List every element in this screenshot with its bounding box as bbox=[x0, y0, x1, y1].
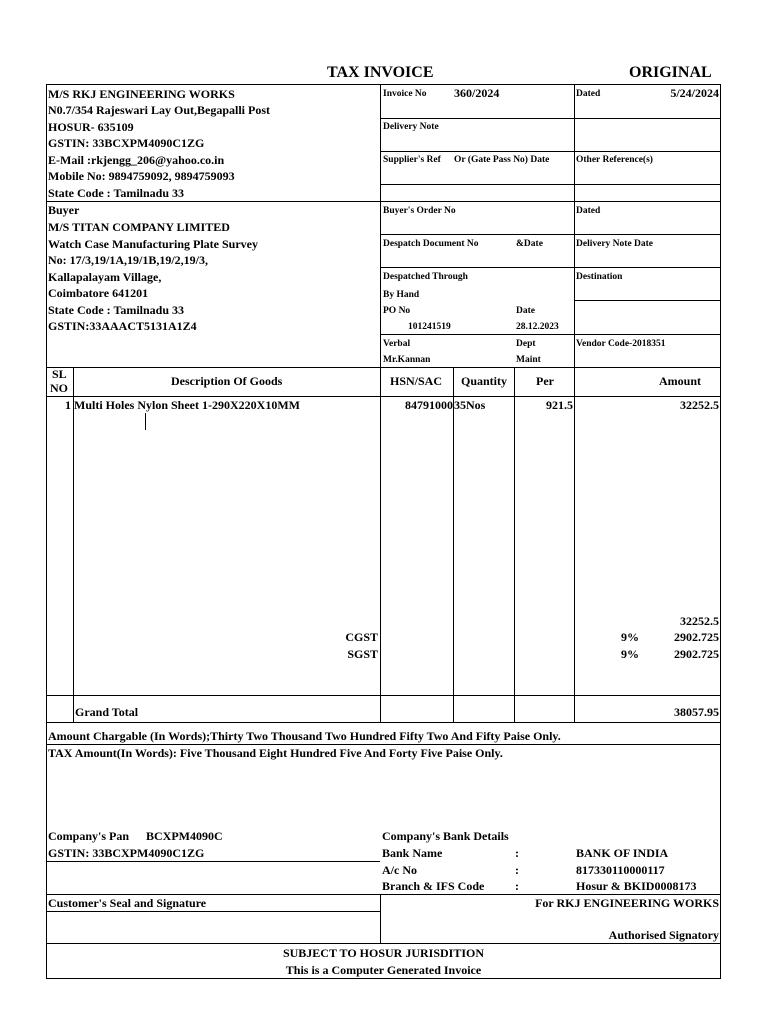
header-quantity: Quantity bbox=[461, 374, 508, 388]
jurisdiction-note: SUBJECT TO HOSUR JURISDITION bbox=[282, 946, 485, 960]
header-amount: Amount bbox=[659, 374, 702, 388]
bank-name-label: Bank Name bbox=[382, 846, 443, 860]
po-no-value: 101241519 bbox=[408, 322, 451, 332]
po-date-value: 28.12.2023 bbox=[516, 322, 559, 332]
buyer-address-4: Coimbatore 641201 bbox=[48, 286, 149, 300]
header-per: Per bbox=[536, 374, 554, 388]
company-pan-value: BCXPM4090C bbox=[146, 829, 223, 843]
bank-ac-colon: : bbox=[515, 863, 519, 877]
invoice-no-label: Invoice No bbox=[383, 89, 427, 99]
meta-row-line bbox=[380, 151, 721, 152]
meta-left-line bbox=[380, 84, 381, 367]
grand-total-label: Grand Total bbox=[75, 705, 139, 719]
pan-divider bbox=[46, 861, 380, 862]
buyer-address-2: No: 17/3,19/1A,19/1B,19/2,19/3, bbox=[48, 253, 209, 267]
po-no-label: PO No bbox=[383, 306, 411, 316]
meta-row-line bbox=[574, 300, 721, 301]
bank-name-colon: : bbox=[515, 846, 519, 860]
seller-state: State Code : Tamilnadu 33 bbox=[48, 186, 185, 200]
invoice-title: TAX INVOICE bbox=[327, 64, 434, 81]
table-col-line bbox=[574, 367, 575, 722]
suppliers-ref-label: Supplier's Ref bbox=[383, 155, 441, 165]
verbal-label: Verbal bbox=[383, 339, 411, 349]
meta-row-line bbox=[380, 201, 721, 202]
row-amount: 32252.5 bbox=[680, 398, 719, 412]
row-quantity: 35Nos bbox=[454, 398, 486, 412]
vendor-code: Vendor Code-2018351 bbox=[576, 339, 666, 349]
despatched-through-value: By Hand bbox=[383, 290, 420, 300]
border-bottom bbox=[46, 978, 721, 979]
buyer-name: M/S TITAN COMPANY LIMITED bbox=[48, 220, 230, 234]
cgst-label: CGST bbox=[345, 630, 378, 644]
header-hsn: HSN/SAC bbox=[390, 374, 443, 388]
buyer-gstin: GSTIN:33AAACT5131A1Z4 bbox=[48, 319, 197, 333]
seal-divider bbox=[46, 911, 380, 912]
table-top-line bbox=[46, 367, 721, 368]
buyer-address-1: Watch Case Manufacturing Plate Survey bbox=[48, 237, 258, 251]
buyer-state: State Code : Tamilnadu 33 bbox=[48, 303, 185, 317]
header-description: Description Of Goods bbox=[171, 374, 283, 388]
po-date-label: Date bbox=[516, 306, 535, 316]
for-company-label: For RKJ ENGINEERING WORKS bbox=[535, 896, 719, 910]
cgst-rate: 9% bbox=[621, 630, 639, 644]
seller-name: M/S RKJ ENGINEERING WORKS bbox=[48, 87, 235, 101]
cgst-amount: 2902.725 bbox=[674, 630, 719, 644]
table-col-line bbox=[453, 367, 454, 722]
authorised-signatory: Authorised Signatory bbox=[608, 928, 719, 942]
buyer-address-3: Kallapalayam Village, bbox=[48, 270, 162, 284]
sgst-rate: 9% bbox=[621, 647, 639, 661]
signature-mid-line bbox=[380, 894, 381, 943]
grand-total-amount: 38057.95 bbox=[674, 705, 719, 719]
table-header-line bbox=[46, 396, 721, 397]
buyers-order-dated-label: Dated bbox=[576, 206, 601, 216]
row-sl: 1 bbox=[65, 398, 71, 412]
customer-seal-label: Customer's Seal and Signature bbox=[48, 896, 207, 910]
dept-label: Dept bbox=[516, 339, 536, 349]
seller-divider bbox=[46, 201, 380, 202]
meta-row-line bbox=[380, 267, 721, 268]
seller-mobile: Mobile No: 9894759092, 9894759093 bbox=[48, 169, 235, 183]
bank-details-title: Company's Bank Details bbox=[382, 829, 509, 843]
table-col-line bbox=[514, 367, 515, 722]
text-cursor bbox=[145, 413, 146, 430]
despatch-doc-label: Despatch Document No bbox=[383, 239, 479, 249]
header-no: NO bbox=[50, 381, 68, 395]
dated-value: 5/24/2024 bbox=[670, 86, 719, 100]
despatch-date-label: &Date bbox=[516, 239, 543, 249]
border-right bbox=[720, 84, 721, 979]
row-description: Multi Holes Nylon Sheet 1-290X220X10MM bbox=[74, 398, 300, 412]
buyers-order-label: Buyer's Order No bbox=[383, 206, 456, 216]
sgst-label: SGST bbox=[347, 647, 378, 661]
gate-pass-label: Or (Gate Pass No) Date bbox=[454, 155, 550, 165]
verbal-value: Mr.Kannan bbox=[383, 355, 431, 365]
dated-label: Dated bbox=[576, 89, 601, 99]
destination-label: Destination bbox=[576, 272, 623, 282]
bank-branch-colon: : bbox=[515, 879, 519, 893]
row-per: 921.5 bbox=[546, 398, 573, 412]
table-col-line bbox=[73, 367, 74, 722]
meta-row-line bbox=[380, 234, 721, 235]
company-pan-label: Company's Pan bbox=[48, 829, 130, 843]
delivery-note-date-label: Delivery Note Date bbox=[576, 239, 654, 249]
dept-value: Maint bbox=[516, 355, 541, 365]
seller-address-1: N0.7/354 Rajeswari Lay Out,Begapalli Post bbox=[48, 103, 270, 117]
company-gstin: GSTIN: 33BCXPM4090C1ZG bbox=[48, 846, 205, 860]
buyer-label: Buyer bbox=[48, 203, 80, 217]
table-col-line bbox=[380, 367, 381, 722]
delivery-note-label: Delivery Note bbox=[383, 122, 439, 132]
words-divider bbox=[46, 744, 721, 745]
meta-mid-line bbox=[574, 84, 575, 367]
seller-email: E-Mail :rkjengg_206@yahoo.co.in bbox=[48, 153, 225, 167]
seller-address-2: HOSUR- 635109 bbox=[48, 120, 134, 134]
meta-row-line bbox=[380, 118, 721, 119]
bank-branch-value: Hosur & BKID0008173 bbox=[576, 879, 697, 893]
bank-name-value: BANK OF INDIA bbox=[576, 846, 669, 860]
table-body-bottom-line bbox=[46, 695, 721, 696]
invoice-no-value: 360/2024 bbox=[454, 86, 500, 100]
meta-row-line bbox=[380, 184, 721, 185]
subtotal-amount: 32252.5 bbox=[680, 614, 719, 628]
header-sl: SL bbox=[52, 367, 67, 381]
row-hsn: 84791000 bbox=[405, 398, 453, 412]
sgst-amount: 2902.725 bbox=[674, 647, 719, 661]
meta-row-line bbox=[380, 334, 721, 335]
border-left bbox=[46, 84, 47, 979]
other-ref-label: Other Reference(s) bbox=[576, 155, 653, 165]
footer-top-line bbox=[46, 943, 721, 944]
bank-ac-label: A/c No bbox=[382, 863, 417, 877]
invoice-copy-label: ORIGINAL bbox=[629, 64, 712, 81]
seller-gstin: GSTIN: 33BCXPM4090C1ZG bbox=[48, 136, 205, 150]
computer-generated-note: This is a Computer Generated Invoice bbox=[285, 963, 482, 977]
bank-ac-value: 817330110000117 bbox=[576, 863, 665, 877]
tax-in-words: TAX Amount(In Words): Five Thousand Eight Hundred Five And Forty Five Paise Only. bbox=[48, 746, 503, 760]
grand-total-line bbox=[46, 722, 721, 723]
border-top bbox=[46, 84, 721, 85]
amount-in-words: Amount Chargable (In Words);Thirty Two Thousand Two Hundred Fifty Two And Fifty Paise Only. bbox=[48, 729, 561, 743]
bank-branch-label: Branch & IFS Code bbox=[382, 879, 485, 893]
despatched-through-label: Despatched Through bbox=[383, 272, 468, 282]
signature-top-line bbox=[46, 894, 721, 895]
